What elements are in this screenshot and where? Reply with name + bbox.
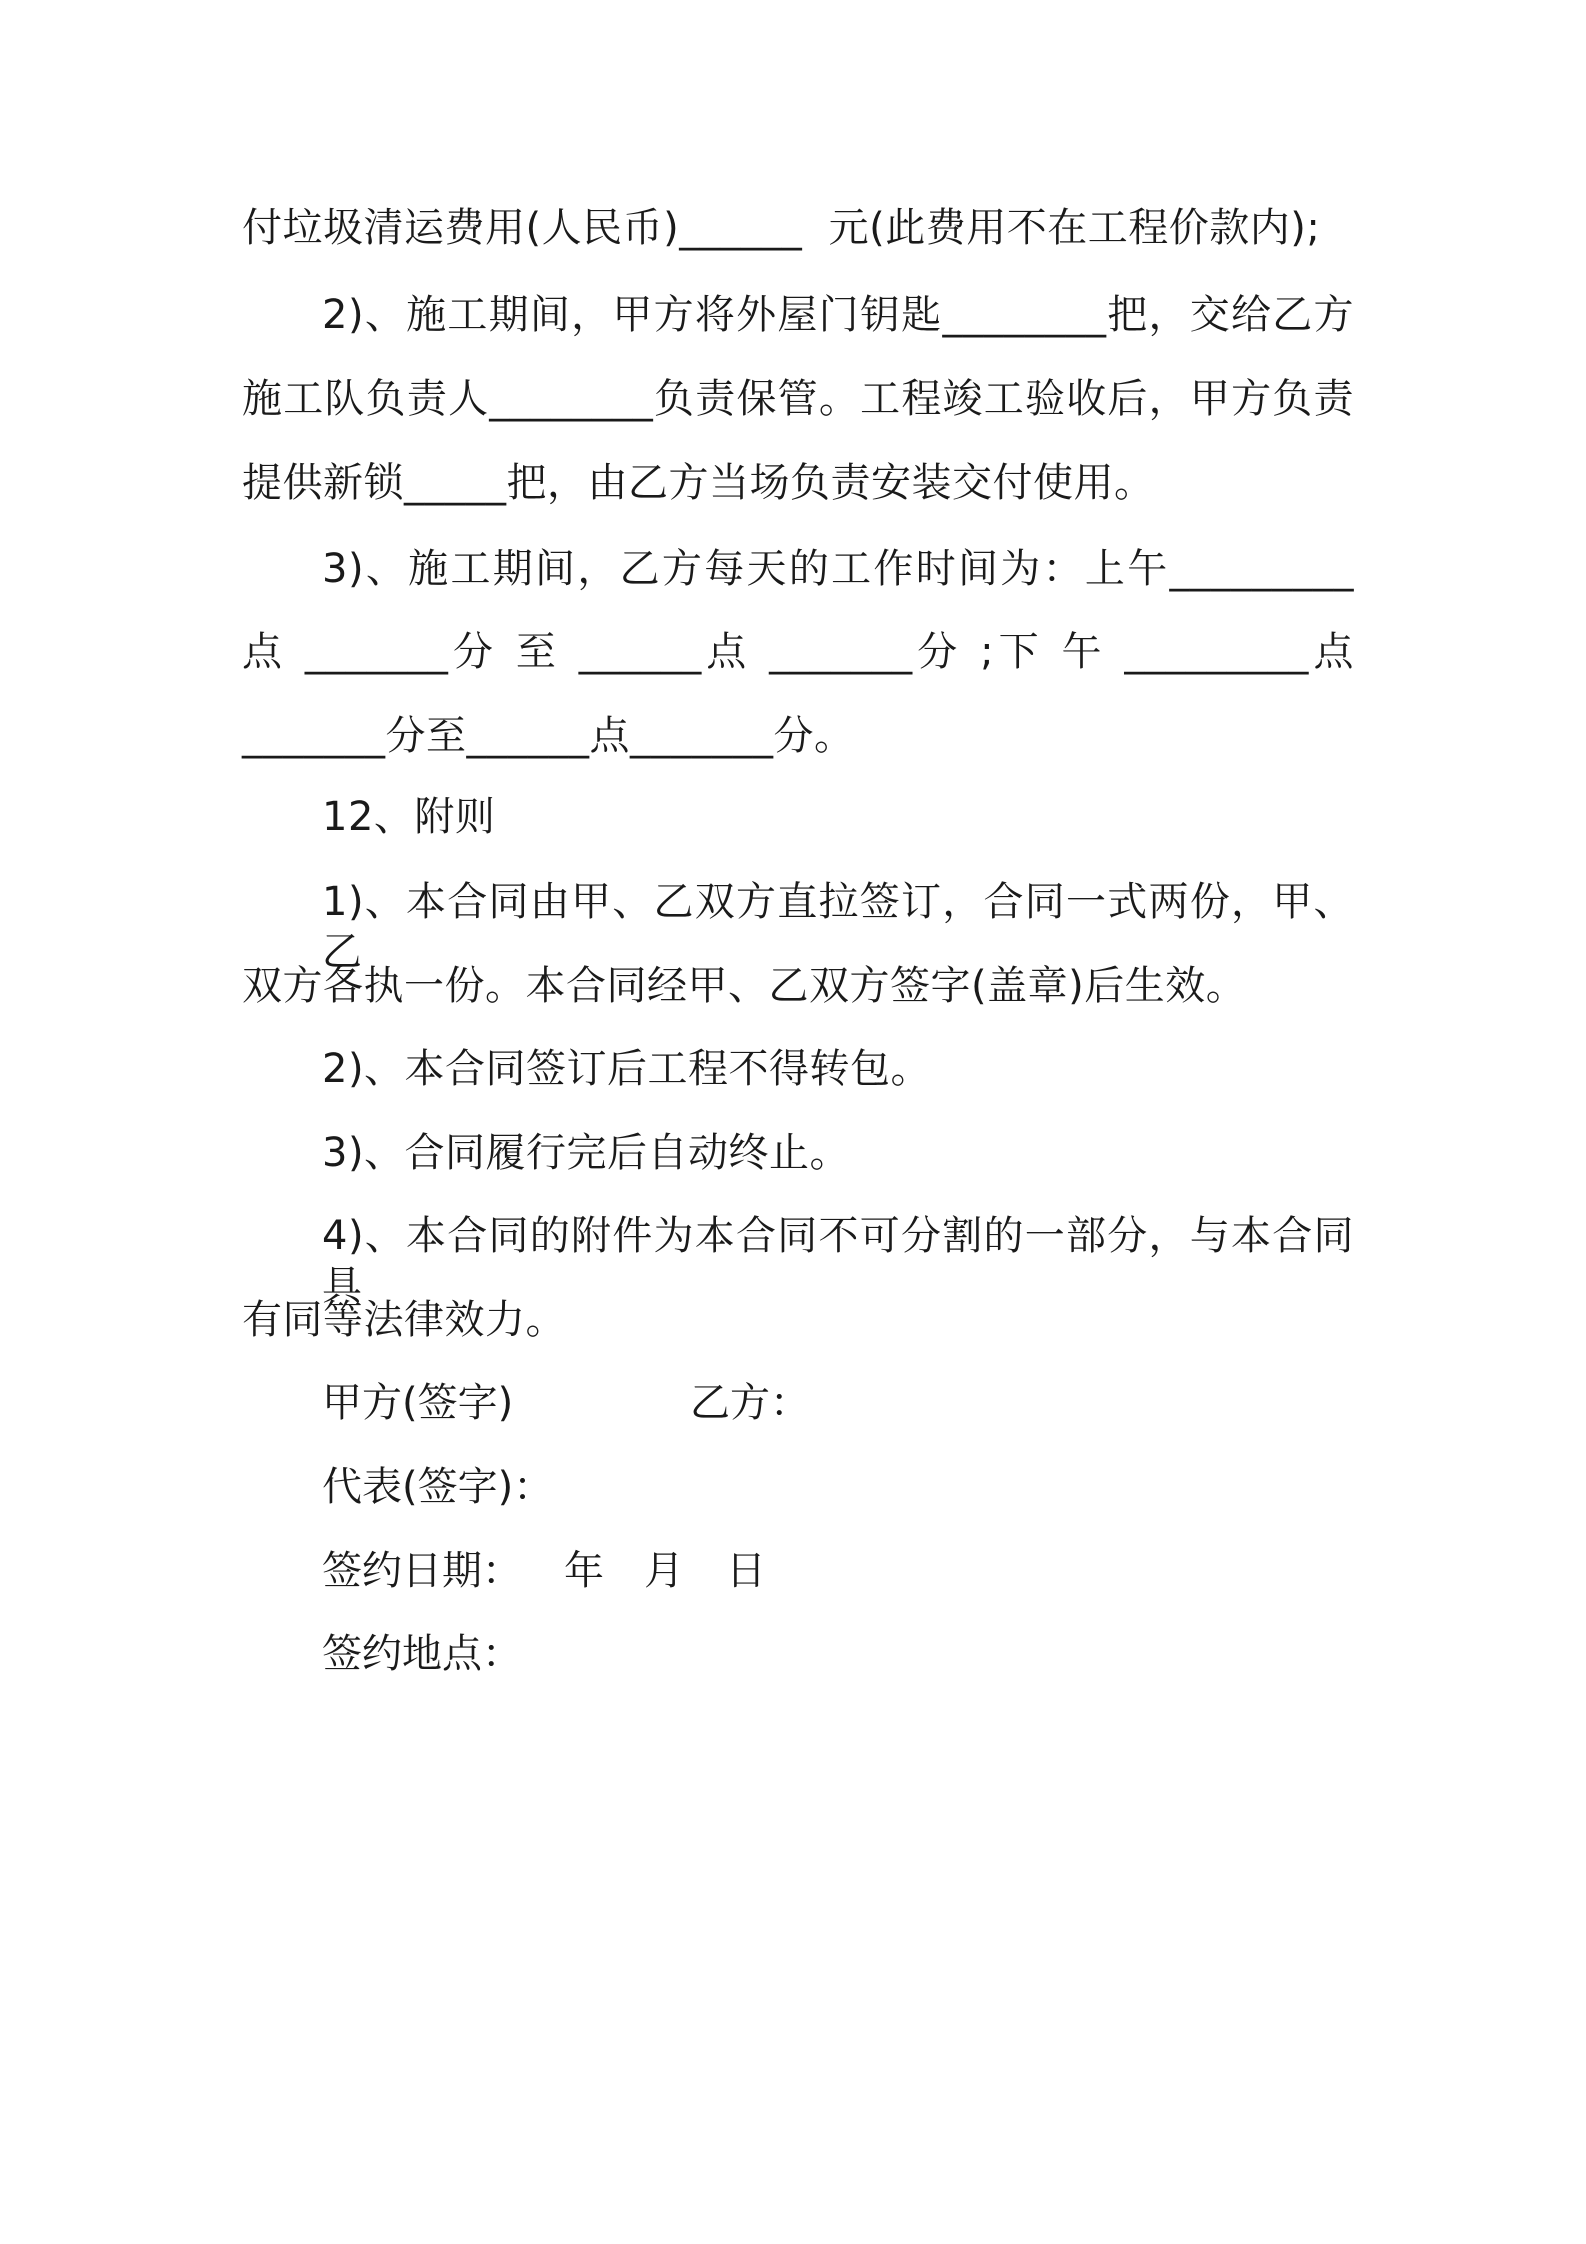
date-year-label: 年 xyxy=(564,1548,604,1594)
text-line-12: 3)、合同履行完后自动终止。 xyxy=(322,1130,851,1176)
date-day-label: 日 xyxy=(726,1548,766,1594)
party-a-signature-label: 甲方(签字) xyxy=(322,1380,514,1426)
text-line-11: 2)、本合同签订后工程不得转包。 xyxy=(322,1046,932,1092)
date-month-label: 月 xyxy=(644,1548,684,1594)
text-line-13: 4)、本合同的附件为本合同不可分割的一部分，与本合同具 xyxy=(322,1213,1354,1309)
signing-date-label: 签约日期： xyxy=(322,1548,522,1594)
text-line-1: 付垃圾清运费用(人民币)______ 元(此费用不在工程价款内); xyxy=(242,205,1321,251)
text-line-5: 3)、施工期间，乙方每天的工作时间为：上午_________ xyxy=(322,546,1354,592)
text-line-9: 1)、本合同由甲、乙双方直拉签订，合同一式两份，甲、乙 xyxy=(322,879,1354,975)
text-line-4: 提供新锁_____把，由乙方当场负责安装交付使用。 xyxy=(242,460,1155,506)
text-line-7: _______分至______点_______分。 xyxy=(242,713,855,759)
text-line-14: 有同等法律效力。 xyxy=(242,1297,566,1343)
section-heading: 12、附则 xyxy=(322,794,496,840)
party-b-signature-label: 乙方： xyxy=(690,1380,810,1426)
signing-place-label: 签约地点： xyxy=(322,1631,522,1677)
text-line-3: 施工队负责人________负责保管。工程竣工验收后，甲方负责 xyxy=(242,376,1354,422)
representative-signature-label: 代表(签字)： xyxy=(322,1464,554,1510)
text-line-10: 双方各执一份。本合同经甲、乙双方签字(盖章)后生效。 xyxy=(242,963,1247,1009)
text-line-6: 点 _______分 至 ______点 _______分 ;下 午 _________点 xyxy=(242,629,1354,675)
text-line-2: 2)、施工期间，甲方将外屋门钥匙________把，交给乙方 xyxy=(322,292,1354,338)
